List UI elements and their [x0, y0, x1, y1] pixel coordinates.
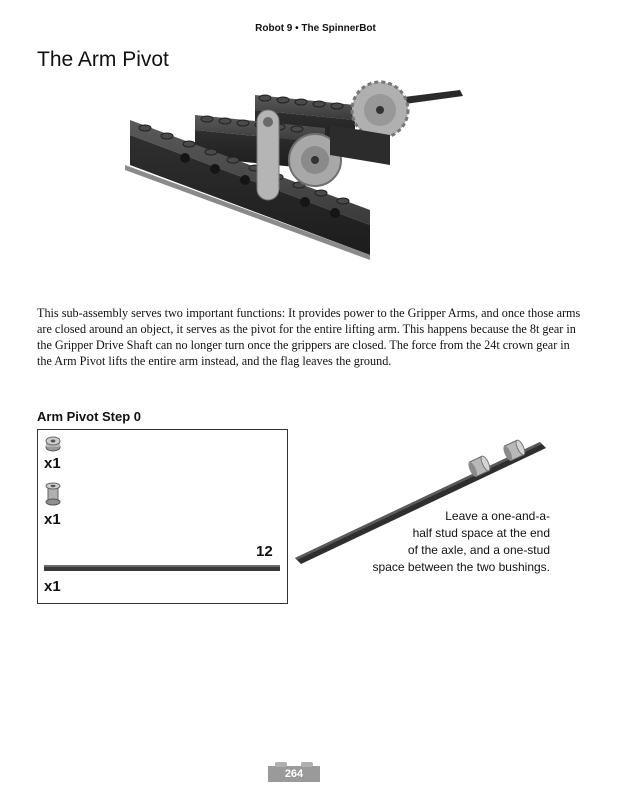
part-2-qty: x1	[44, 511, 61, 528]
step-title: Arm Pivot Step 0	[37, 409, 142, 424]
callout-line: Leave a one-and-a-	[445, 509, 550, 523]
page-number-tab	[268, 762, 320, 782]
bushing-icon	[45, 482, 61, 506]
body-paragraph: This sub-assembly serves two important functions: It provides power to the Gripper Arms, and once those arms are closed around an object, it serves as the pivot for the entire lifting arm. This happens because the 8t gear in the Gripper Drive Shaft can no longer turn once the grippers are closed. The force from the 24t crown gear in the Arm Pivot lifts the entire arm instead, and the flag leaves the ground.	[37, 306, 581, 368]
callout-line: space between the two bushings.	[372, 560, 550, 574]
arm-pivot-assembly-illustration	[125, 80, 465, 260]
axle-length-label: 12	[256, 543, 273, 560]
page-number: 264	[284, 768, 304, 780]
step-callout	[318, 508, 550, 576]
callout-line: of the axle, and a one-stud	[407, 543, 550, 557]
parts-list-box	[37, 429, 288, 604]
section-title: The Arm Pivot	[37, 48, 169, 71]
axle-icon	[44, 563, 280, 573]
running-head: Robot 9 • The SpinnerBot	[255, 23, 376, 34]
callout-line: half stud space at the end	[412, 526, 550, 540]
part-3-qty: x1	[44, 578, 61, 595]
part-1-qty: x1	[44, 455, 61, 472]
half-bushing-icon	[44, 435, 62, 453]
